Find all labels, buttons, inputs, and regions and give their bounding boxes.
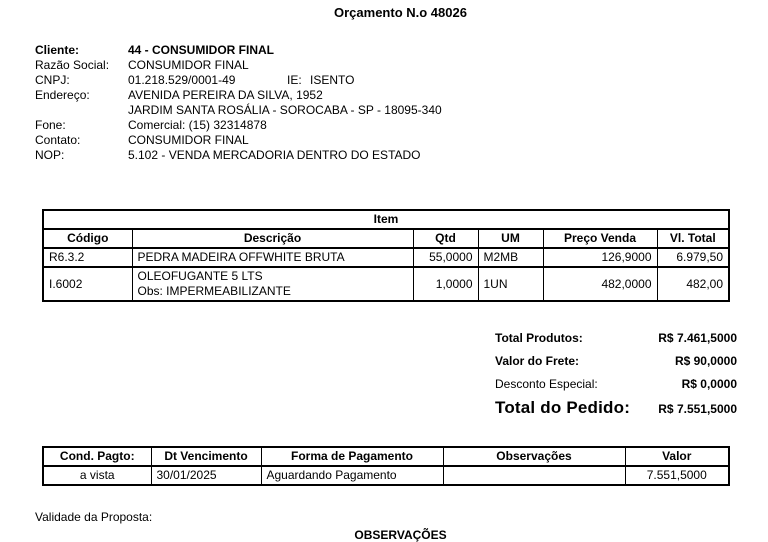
item-qtd: 1,0000 [413, 267, 478, 301]
col-header-valor: Valor [625, 447, 729, 466]
item-vl-total: 6.979,50 [657, 248, 729, 267]
item-descricao-obs: Obs: IMPERMEABILIZANTE [137, 284, 291, 298]
client-row-cnpj [35, 73, 442, 88]
col-header-preco-venda: Preço Venda [543, 229, 657, 248]
desconto-especial-row [495, 377, 737, 400]
valor-frete-label: Valor do Frete: [495, 354, 580, 368]
item-row [43, 267, 729, 301]
total-pedido-label: Total do Pedido: [495, 398, 631, 417]
client-row-endereco [35, 88, 442, 103]
item-descricao [132, 267, 413, 301]
payment-observacoes [443, 466, 625, 485]
item-vl-total: 482,00 [657, 267, 729, 301]
total-produtos-label: Total Produtos: [495, 331, 583, 345]
client-row-nop [35, 148, 442, 163]
item-qtd: 55,0000 [413, 248, 478, 267]
item-table-header-row [43, 229, 729, 248]
total-produtos-row [495, 331, 737, 354]
cnpj-label: CNPJ: [35, 73, 70, 87]
payment-dt-vencimento: 30/01/2025 [151, 466, 261, 485]
item-descricao: PEDRA MADEIRA OFFWHITE BRUTA [132, 248, 413, 267]
validade-proposta-label: Validade da Proposta: [35, 510, 153, 524]
item-table [42, 209, 730, 302]
nop-label: NOP: [35, 148, 65, 162]
payment-table [42, 446, 730, 486]
col-header-um: UM [478, 229, 543, 248]
total-pedido-row [495, 398, 737, 418]
payment-forma-pagamento: Aguardando Pagamento [261, 466, 443, 485]
client-row-endereco-2 [35, 103, 442, 118]
page-title: Orçamento N.o 48026 [334, 5, 467, 20]
payment-valor: 7.551,5000 [625, 466, 729, 485]
col-header-cond-pagto: Cond. Pagto: [43, 447, 151, 466]
desconto-especial-value: R$ 0,0000 [681, 377, 737, 391]
item-row [43, 248, 729, 267]
client-row-fone [35, 118, 442, 133]
cliente-label: Cliente: [35, 43, 80, 57]
cliente-value: 44 - CONSUMIDOR FINAL [128, 43, 275, 57]
client-row-contato [35, 133, 442, 148]
col-header-dt-vencimento: Dt Vencimento [151, 447, 261, 466]
ie-value: ISENTO [310, 73, 355, 87]
item-descricao-line1: OLEOFUGANTE 5 LTS [137, 269, 263, 283]
desconto-especial-label: Desconto Especial: [495, 377, 598, 391]
valor-frete-value: R$ 90,0000 [674, 354, 737, 368]
fone-value: Comercial: (15) 32314878 [128, 118, 267, 132]
item-table-title: Item [43, 210, 729, 229]
client-row-cliente [35, 43, 442, 58]
item-preco-venda: 126,9000 [543, 248, 657, 267]
client-row-razao-social [35, 58, 442, 73]
payment-header-row [43, 447, 729, 466]
payment-cond-pagto: a vista [43, 466, 151, 485]
item-preco-venda: 482,0000 [543, 267, 657, 301]
fone-label: Fone: [35, 118, 66, 132]
razao-social-value: CONSUMIDOR FINAL [128, 58, 249, 72]
cnpj-value: 01.218.529/0001-49 [128, 73, 236, 87]
contato-label: Contato: [35, 133, 81, 147]
client-info-block [35, 43, 442, 163]
item-table-section-row [43, 210, 729, 229]
col-header-codigo: Código [43, 229, 132, 248]
endereco-value-line2: JARDIM SANTA ROSÁLIA - SOROCABA - SP - 18095-340 [128, 103, 442, 117]
observacoes-section-title: OBSERVAÇÕES [354, 528, 447, 542]
payment-row [43, 466, 729, 485]
col-header-descricao: Descrição [132, 229, 413, 248]
col-header-observacoes: Observações [443, 447, 625, 466]
total-produtos-value: R$ 7.461,5000 [658, 331, 737, 345]
valor-frete-row [495, 354, 737, 377]
item-codigo: R6.3.2 [43, 248, 132, 267]
item-um: M2MB [478, 248, 543, 267]
total-pedido-value: R$ 7.551,5000 [658, 402, 737, 416]
item-codigo: I.6002 [43, 267, 132, 301]
ie-label: IE: [287, 73, 302, 87]
col-header-qtd: Qtd [413, 229, 478, 248]
endereco-value-line1: AVENIDA PEREIRA DA SILVA, 1952 [128, 88, 323, 102]
col-header-forma-pagamento: Forma de Pagamento [261, 447, 443, 466]
item-um: 1UN [478, 267, 543, 301]
col-header-vl-total: Vl. Total [657, 229, 729, 248]
contato-value: CONSUMIDOR FINAL [128, 133, 249, 147]
totals-section [495, 331, 737, 418]
nop-value: 5.102 - VENDA MERCADORIA DENTRO DO ESTADO [128, 148, 421, 162]
endereco-label: Endereço: [35, 88, 90, 102]
razao-social-label: Razão Social: [35, 58, 110, 72]
